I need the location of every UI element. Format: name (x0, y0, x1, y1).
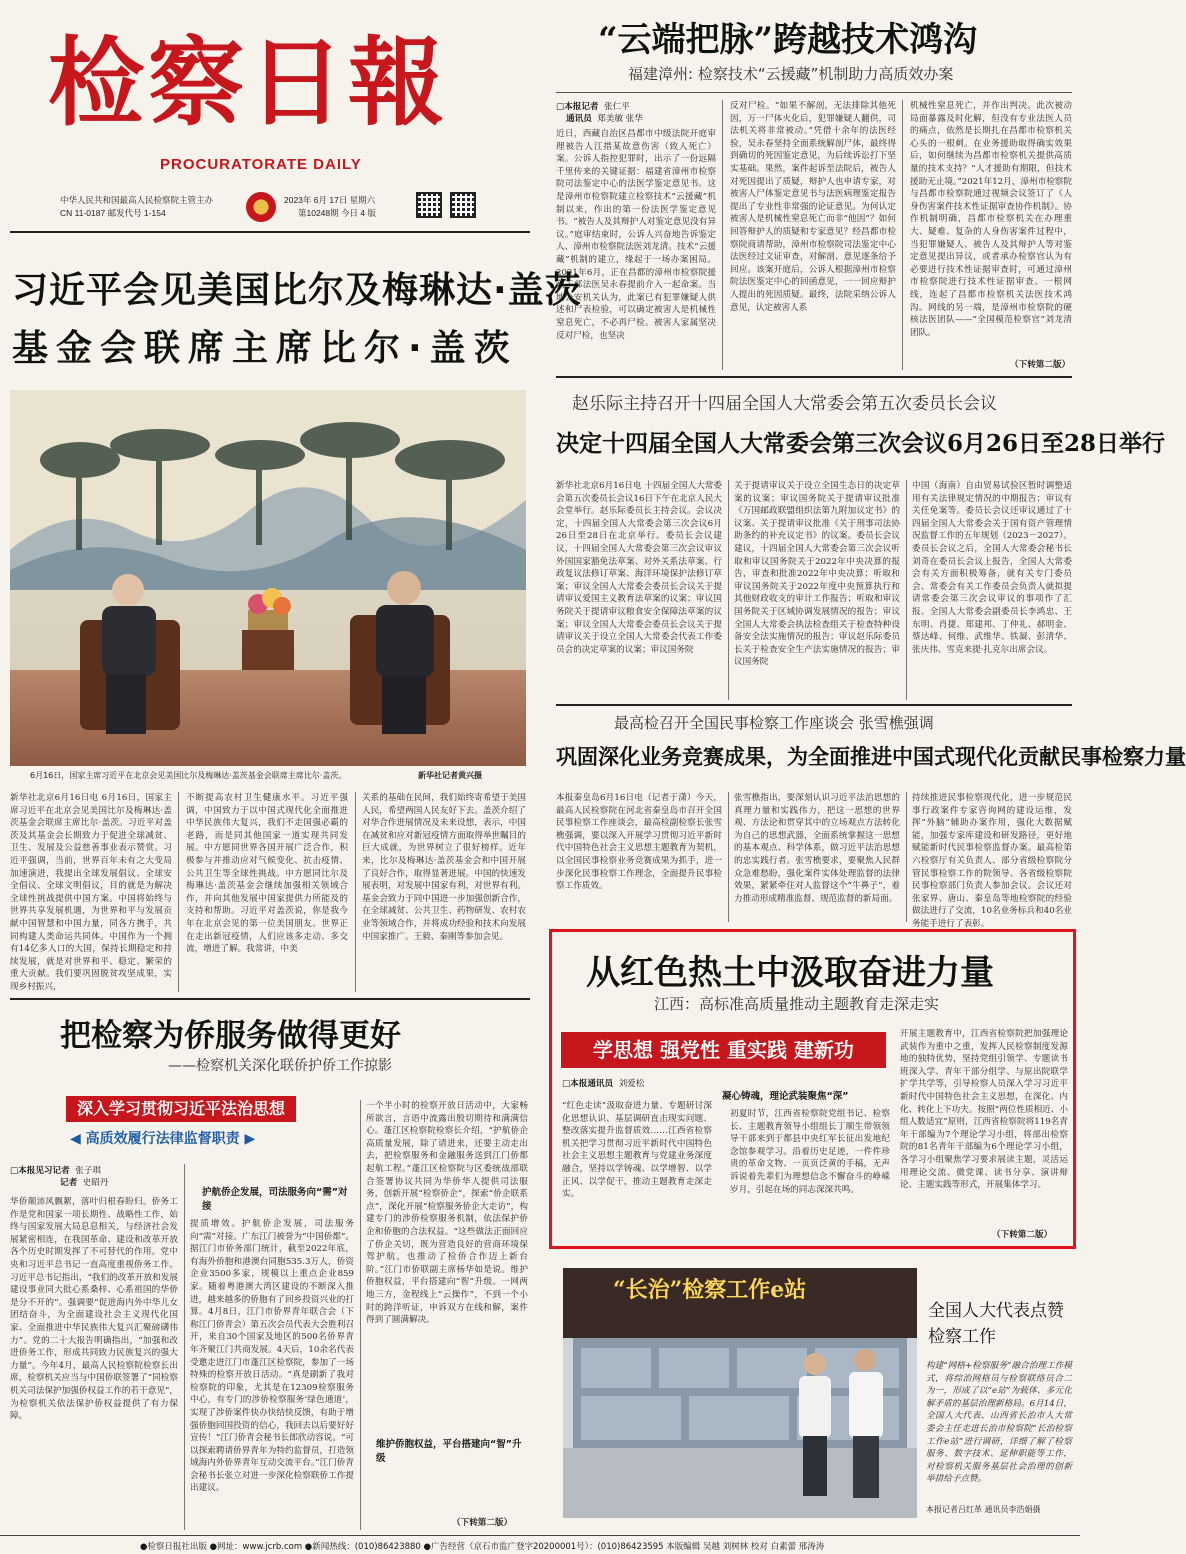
top-story-column-1: 近日，西藏自治区昌都市中级法院开庭审理被告人江措某故意伤害（致人死亡）案。公诉人指控犯罪时，出示了一份远隔千里传来的关键证据：福建省漳州市检察院司法鉴定中心的法医学鉴定意见书。这是漳州市检察院建立检察技术“云援藏”机制以来，作出的第一份法医学鉴定意见书。“被告人及其辩护人对鉴定意见没有异议。”庭审结束时，公诉人兴奋地告诉鉴定人、漳州市检察院法医刘龙清。技术“云援藏”机制的建立，缘起于一场办案困局。2021年6月，正在昌都的漳州市检察院援藏干部法医吴永春提前介入一起命案。当地公安机关认为，此案已有犯罪嫌疑人供述和尸表检验，可以确定被害人是机械性窒息死亡，不必再尸检。被害人家属坚决反对尸检，也坚决 (556, 129, 716, 341)
npc-column-1: 新华社北京6月16日电 十四届全国人大常委会第五次委员长会议16日下午在北京人民大会堂举行。赵乐际委员长主持会议。会议决定，十四届全国人大常委会第三次会议6月26日至28日在北京举行。委员长会议建议，十四届全国人大常委会第三次会议审议外国国家豁免法草案、对外关系法草案、行政复议法修订草案、海洋环境保护法修订草案；审议全国人大常委会委员长会议关于提请审议爱国主义教育法草案的议案；审议国务院关于提请审议粮食安全保障法草案的议案；审议全国人大常委会委员长会议关于提请审议关于设立全国人大常委会代表工作委员会的决定草案的议案；审议国务院 (556, 481, 722, 655)
top-story-subhead: 福建漳州: 检察技术“云援藏”机制助力高质效办案 (628, 65, 954, 83)
overseas-column-2: 提质增效。护航侨企发展，司法服务向“需”对接。广东江门被誉为“中国侨都”。据江门市侨务部门统计，截至2022年底，有海外侨胞和港澳台同胞535.3万人，侨资企业3500多家，规模以上重点企业859家。随着粤港澳大湾区建设的不断深入推进，越来越多的侨胞有了回乡投资兴业的打算。4月8日，江门市侨界青年联合会（下称江门侨青会）第五次会员代表大会胜利召开，来自30个国家及地区的500名侨界青年齐聚江门共商发展。4天后，10余名代表受邀走进江门市蓬江区检察院，参加了一场特殊的检察开放日活动。“真是刷新了我对检察院的印象，尤其是在12309检察服务中心，有专门的涉侨检察服务‘绿色通道’，实现了涉侨案件快办快结快反馈，有助于增强侨胞回国投资的信心，我回去以后要好好宣传！”江门侨青会秘书长郎欣动容说。“可以探索聘请侨界青年为特约监督员，打造领域海内外侨界青年互动交流平台。”江门侨青会秘书长张立对进一步深化检察联侨工作提出建议。 (190, 1219, 354, 1494)
continued-note[interactable]: （下转第二版） (992, 1230, 1053, 1240)
masthead-sponsor: 中华人民共和国最高人民检察院主管主办 (60, 195, 214, 205)
photo-credit: 新华社记者黄兴摄 (418, 771, 482, 780)
civil-headline[interactable]: 巩固深化业务竞赛成果，为全面推进中国式现代化贡献民事检察力量 (556, 744, 1186, 769)
continued-note[interactable]: （下转第二版） (452, 1518, 513, 1528)
photo-news-credit: 本报记者吕红革 通讯员李浩娟摄 (926, 1505, 1041, 1514)
jiangxi-banner: 学思想 强党性 重实践 建新功 (561, 1032, 886, 1068)
top-story-column-2: 反对尸检。“如果不解剖，无法排除其他死因，万一尸体火化后，犯罪嫌疑人翻供，司法机关将非常被动。”凭借十余年的法医经验，吴永春坚持全面系统解剖尸体，最终得到确切的死因鉴定意见，为后续诉讼打下坚实基础。果然，案件起诉至法院后，被告人对死因提出了质疑，辩护人也申请专家，对被害人尸体鉴定意见书与法医病理鉴定报告提出了专业性非常强的论证意见。为何认定被害人是机械性窒息死亡而非“他因”？如何回答辩护人的质疑和专家意见？经昌都市检察院商请帮助，漳州市检察院司法鉴定中心法医经过文证审查，对解剖、意见逐条给予回应。该案开庭后，公诉人根据漳州市检察院法医鉴定中心的回函意见，一一回应辩护人提出的死因质疑。最终，法院采纳公诉人意见，认定被害人系 (730, 101, 896, 313)
overseas-banner: 深入学习贯彻习近平法治思想 (66, 1096, 296, 1122)
overseas-column-1: 华侨颠沛风飘絮，落叶归根春盼归。侨务工作是党和国家一项长期性、战略性工作，始终与国家发展大局息息相关，与经济社会发展紧密相连，在我国革命、建设和改革开放各个历史时期发挥了不可替代的作用。党中央和习近平总书记一直高度重视侨务工作。习近平总书记指出，“我们的改革开放和发展建设事业同大批心系桑梓、心系祖国的华侨是分不开的”。强调要“促进海内外中华儿女团结奋斗，为全面建设社会主义现代化国家、全面推进中华民族伟大复兴汇聚磅礴伟力”。党的二十大报告明确指出，“加强和改进侨务工作，形成共同致力民族复兴的强大力量”。今年4月，最高人民检察院检察长出席，检察机关应当与中国侨联签署了“同检察机关司法保护加强侨权益工作的若干意见”，为检察机关依法保护侨权益提供了有力保障。 (10, 1197, 178, 1422)
jiangxi-byline: □本报通讯员 刘爱松 (562, 1079, 645, 1089)
photo-news-headline[interactable]: 全国人大代表点赞检察工作 (928, 1301, 1064, 1347)
national-emblem-icon (246, 192, 276, 222)
civil-column-2: 张雪樵指出，要深刻认识习近平法治思想的真理力量和实践伟力，把这一思想的世界观、方法论和贯穿其中的立场观点方法转化为自己的思想武器，全面系统掌握这一思想的基本观点、科学体系，做习近平法治思想的忠实践行者。张雪樵要求，要聚焦人民群众急难愁盼，强化案件实体处理监督的法律效果，紧紧牵住对人监督这个“牛鼻子”，着力推动形成精准监督、规范监督的新局面。 (734, 793, 900, 904)
photo-caption: 6月16日，国家主席习近平在北京会见美国比尔及梅琳达·盖茨基金会联席主席比尔·盖茨。 (30, 771, 347, 780)
top-story-column-3: 机械性窒息死亡，并作出判决。此次被动局面暴露及时化解，但没有专业法医人员的痛点，依然是长期扎在昌都市检察机关心头的一根刺。在业务援助取得确实效果后，如何继续为昌都市检察机关提供高质量的技术支持？“人才援助有期限，但技术援助无止境。”2021年12月，漳州市检察院与昌都市检察院通过视频会议签订了《人身伤害案件技术性证据审查协作机制》。协作机制明确，昌都市检察机关在办理重大、疑难、复杂的人身伤害案件过程中，当犯罪嫌疑人、被告人及其辩护人等对鉴定意见提出异议，或者承办检察官认为有必要进行技术性证据审查时，可通过漳州市检察院进行技术性证据审查。一根网线，连起了昌都市检察机关法医技术鸿沟。网线的另一端，是漳州市检察院的硬核法医团队——“全国模范检察官”刘龙清团队。 (910, 101, 1072, 338)
masthead-cn-line: CN 11-0187 邮发代号 1-154 (60, 208, 166, 218)
npc-column-2: 关于提请审议关于设立全国生态日的决定草案的议案；审议国务院关于提请审议批准《万国邮政联盟组织法第九附加议定书》的议案、关于提请审议批准《关于刑事司法协助条约的补充议定书》的议案。委员长会议建议，十四届全国人大常委会第三次会议听取和审议国务院关于2022年中央决算的报告，审查和批准2022年中央决算；听取和审议国务院关于2022年度中央预算执行和其他财政收支的审计工作报告；听取和审议国务院关于区域协调发展情况的报告；审议全国人大常委会执法检查组关于检查特种设备安全法实施情况的报告；审议赵乐际委员长关于检查安全生产法实施情况的报告；审议国务院 (734, 481, 900, 668)
overseas-subhead: ——检察机关深化联侨护侨工作掠影 (168, 1058, 392, 1074)
jiangxi-headline[interactable]: 从红色热土中汲取奋进力量 (586, 953, 994, 993)
top-story-byline: □本报记者 张仁平 通讯员 郑美敏 张华 (556, 102, 643, 124)
overseas-byline: □本报见习记者 张子琪 记者 史昭丹 (10, 1166, 109, 1188)
lead-headline-line-2[interactable]: 基金会联席主席比尔·盖茨 (12, 328, 518, 369)
overseas-banner-sub: ◀ 高质效履行法律监督职责 ▶ (70, 1131, 256, 1147)
overseas-column-3: 一个半小时的检察开放日活动中，大家畅所欲言，言语中流露出殷切期待和满满信心。蓬江区检察院检察长介绍，“护航侨企高质量发展，除了请进来，还要主动走出去，把检察服务和金融服务送到江门侨都起航工程。”蓬江区检察院与区委统战部联合签署协议共同为华侨华人提供司法服务，创新开展“检察侨企”，探索“侨企联系点”，深化开展“检察服务侨企大走访”，构建专门的涉侨检察服务机制，依法保护侨企和侨胞的合法权益。“这些做法正面回应了侨企关切，既为营造良好的营商环境保驾护航，也推动了检侨合作迈上新台阶。”江门市侨联副主席杨华如是说。维护侨胞权益，平台搭建向“智”升级。一网两地三方，金程线上“云操作”，不到一个小时的跨洋听证，申诉双方在线和解，案件得到了圆满解决。 (366, 1101, 528, 1326)
overseas-section-2: 维护侨胞权益，平台搭建向“智”升级 (376, 1439, 522, 1464)
jiangxi-section-head: 凝心铸魂，理论武装聚焦“深” (722, 1091, 849, 1102)
photo-news-image (563, 1268, 917, 1518)
jiangxi-column-3: 开展主题教育中，江西省检察院把加强理论武装作为重中之重，发挥人民检察制度发源地的独特优势，坚持党组引领学、专题读书班深入学、青年干部分组学、与原出院联学扩学共学等，引导检察人员深入学习习近平新时代中国特色社会主义思想，在深化、内化、转化上下功夫。按照“两位性质相近、小组人数适宜”原则，江西省检察院将119名青年干部编为7个理论学习小组，将部出检察院的81名青年干部编为6个理论学习小组，各学习小组聚焦学习要求展读主题，灵活运用理论交流、微党课、读书分享、演讲辩论、主题实践等形式，开展集体学习。 (900, 1029, 1068, 1191)
qr-code-icon[interactable] (450, 192, 476, 218)
top-story-headline[interactable]: “云端把脉”跨越技术鸿沟 (598, 20, 978, 60)
lead-headline-line-1[interactable]: 习近平会见美国比尔及梅琳达·盖茨 (12, 270, 582, 311)
continued-note[interactable]: （下转第二版） (1010, 360, 1071, 370)
civil-column-1: 本报秦皇岛6月16日电（记者于潇）今天，最高人民检察院在河北省秦皇岛市召开全国民事检察工作座谈会，最高检副检察长张雪樵强调，要以深入开展学习贯彻习近平新时代中国特色社会主义思想主题教育为契机，以全国民事检察业务竞赛成果为抓手，进一步深化民事检察工作理念，全面提升民事检察工作质效。 (556, 793, 722, 892)
lead-column-1: 新华社北京6月16日电 6月16日，国家主席习近平在北京会见美国比尔及梅琳达·盖茨基金会联席主席比尔·盖茨。习近平对盖茨及其基金会长期致力于促进全球减贫、卫生、发展及公益慈善事业表示赞赏。习近平强调，当前，世界百年未有之大变局加速演进，我提出全球发展倡议、全球安全倡议、全球文明倡议，目的就是为解决全球性挑战提供中国方案。中国将始终与世界共享发展机遇，为世界和平与发展贡献中国智慧和中国力量，同各方携手，共同构建人类命运共同体。中国作为一个拥有14亿多人口的大国，保持长期稳定和持续发展，就是对世界和平、稳定、繁荣的重大贡献。我们要巩固脱贫攻坚成果，实现乡村振兴， (10, 793, 172, 992)
masthead-date: 2023年 6月 17日 星期六 (284, 195, 376, 205)
qr-code-icon[interactable] (416, 192, 442, 218)
npc-headline[interactable]: 决定十四届全国人大常委会第三次会议6月26日至28日举行 (556, 430, 1166, 457)
footer-info: ●检察日报社出版 ●网址：www.jcrb.com ●新闻热线：(010)86423880 ●广告经营（京石市监广登字20200001号）：(010)86423595 本版编辑 吴越 刘树林 校对 白素蕾 邢涛涛 (0, 1535, 1080, 1554)
masthead-title: 检察日報 (48, 26, 448, 139)
lead-column-3: 关系的基础在民间，我们始终寄希望于美国人民，希望两国人民友好下去。盖茨介绍了对华合作进展情况及未来设想，表示，中国在减贫和应对新冠疫情方面取得举世瞩目的巨大成就，为世界树立了很好榜样。近年来，比尔及梅琳达·盖茨基金会和中国开展了良好合作，取得显著进展。中国的快速发展表明，对发展中国家有利，对世界有利。基金会致力于同中国进一步加强创新合作，在全球减贫、公共卫生、药物研发、农村农业等领域合作，并将成功经验和技术向发展中国家推广。王毅、秦刚等参加会见。 (362, 793, 526, 942)
lead-column-2: 不断提高农村卫生健康水平。习近平强调，中国致力于以中国式现代化全面推进中华民族伟大复兴，我们不走国强必霸的老路，而是同其他国家一道实现共同发展。中方愿同世界各国开展广泛合作，积极参与并推动应对气候变化、抗击疫情、公共卫生等全球性挑战。中方愿同比尔及梅琳达·盖茨基金会继续加强相关领域合作，并向其他发展中国家提供力所能及的支持和帮助。习近平对盖茨说，你是我今年在北京会见的第一位美国朋友。世界正在走出新冠疫情，人们应该多走动、多交流，增进了解。我常讲，中美 (186, 793, 348, 955)
overseas-headline[interactable]: 把检察为侨服务做得更好 (60, 1018, 401, 1054)
masthead-issue: 第10248期 今日 4 版 (298, 208, 376, 218)
lead-photo (10, 390, 526, 766)
npc-column-3: 中国（海南）自由贸易试验区暂时调整适用有关法律规定情况的中期报告；审议有关任免案等。委员长会议还审议通过了十四届全国人大常委会关于国有资产管理情况监督工作的五年规划（2023－2027）。委员长会议之后，全国人大常委会秘书长刘奇在委员长会议上报告，全国人大常委会有关方面积极筹备，就有关专门委员会、常委会有关工作委员会负责人就拟提请常委会第三次会议审议的事项作了汇报。全国人大常委会副委员长李鸿忠、王东明、肖捷、郑建邦、丁仲礼、郝明金、蔡达峰、何维、武维华、铁凝、彭清华、张庆伟、雪克来提·扎克尔出席会议。 (912, 481, 1072, 655)
jiangxi-column-1: “红色走读”汲取奋进力量、专题研讨深化思想认识、基层调研直击现实问题、整改落实提升监督质效……江西省检察机关把学习贯彻习近平新时代中国特色社会主义思想主题教育与党建业务深度融合，坚持以学铸魂、以学增智、以学正风、以学促干，推动主题教育走深走实。 (562, 1101, 712, 1200)
npc-kicker: 赵乐际主持召开十四届全国人大常委会第五次委员长会议 (572, 394, 997, 414)
civil-column-3: 持续推进民事检察现代化，进一步规范民事行政案件专家咨询网的建设运维，发挥“外脑”辅助办案作用，强化大数据赋能，加强专家库建设和研发路径，更好地赋能新时代民事检察监督办案。最高检第六检察厅有关负责人、部分省级检察院分管民事检察工作的院领导、各省级检察院民事检察部门负责人参加会议。会议还对张家界、唐山、秦皇岛等地检察院的经验做法进行了交流，10名业务标兵和40名业务能手进行了表彰。 (912, 793, 1072, 929)
jiangxi-column-2: 初夏时节，江西省检察院党组书记、检察长、主题教育领导小组组长丁顺生带领领导干部来到于都县中央红军长征出发地纪念馆参观学习。沿着历史足迹，一件件珍贵的革命文物、一页页泛黄的手稿，无声诉说着先辈们为理想信念不懈奋斗的峥嵘岁月，引起在场的同志深深共鸣。 (730, 1109, 890, 1195)
civil-kicker: 最高检召开全国民事检察工作座谈会 张雪樵强调 (614, 714, 934, 732)
jiangxi-subhead: 江西：高标准高质量推动主题教育走深走实 (654, 995, 940, 1013)
photo-sign-text: “长治”检察工作e站 (613, 1277, 807, 1303)
photo-news-body: 构建“网格+检察服务”融合治理工作模式，将综治网格员与检察联络员合二为一，形成了以“e站”为载体、多元化解矛盾的基层治理新格局。6月14日，全国人大代表、山西省长治市人大常委会主任走进长治市检察院“长治检察工作e站”进行调研，详细了解了检察服务、数字技术、延伸职能等工作，对检察机关服务基层社会治理的创新举措给予点赞。 (926, 1361, 1072, 1485)
overseas-section-1: 护航侨企发展，司法服务向“需”对接 (202, 1187, 348, 1212)
masthead-english: PROCURATORATE DAILY (160, 156, 362, 173)
